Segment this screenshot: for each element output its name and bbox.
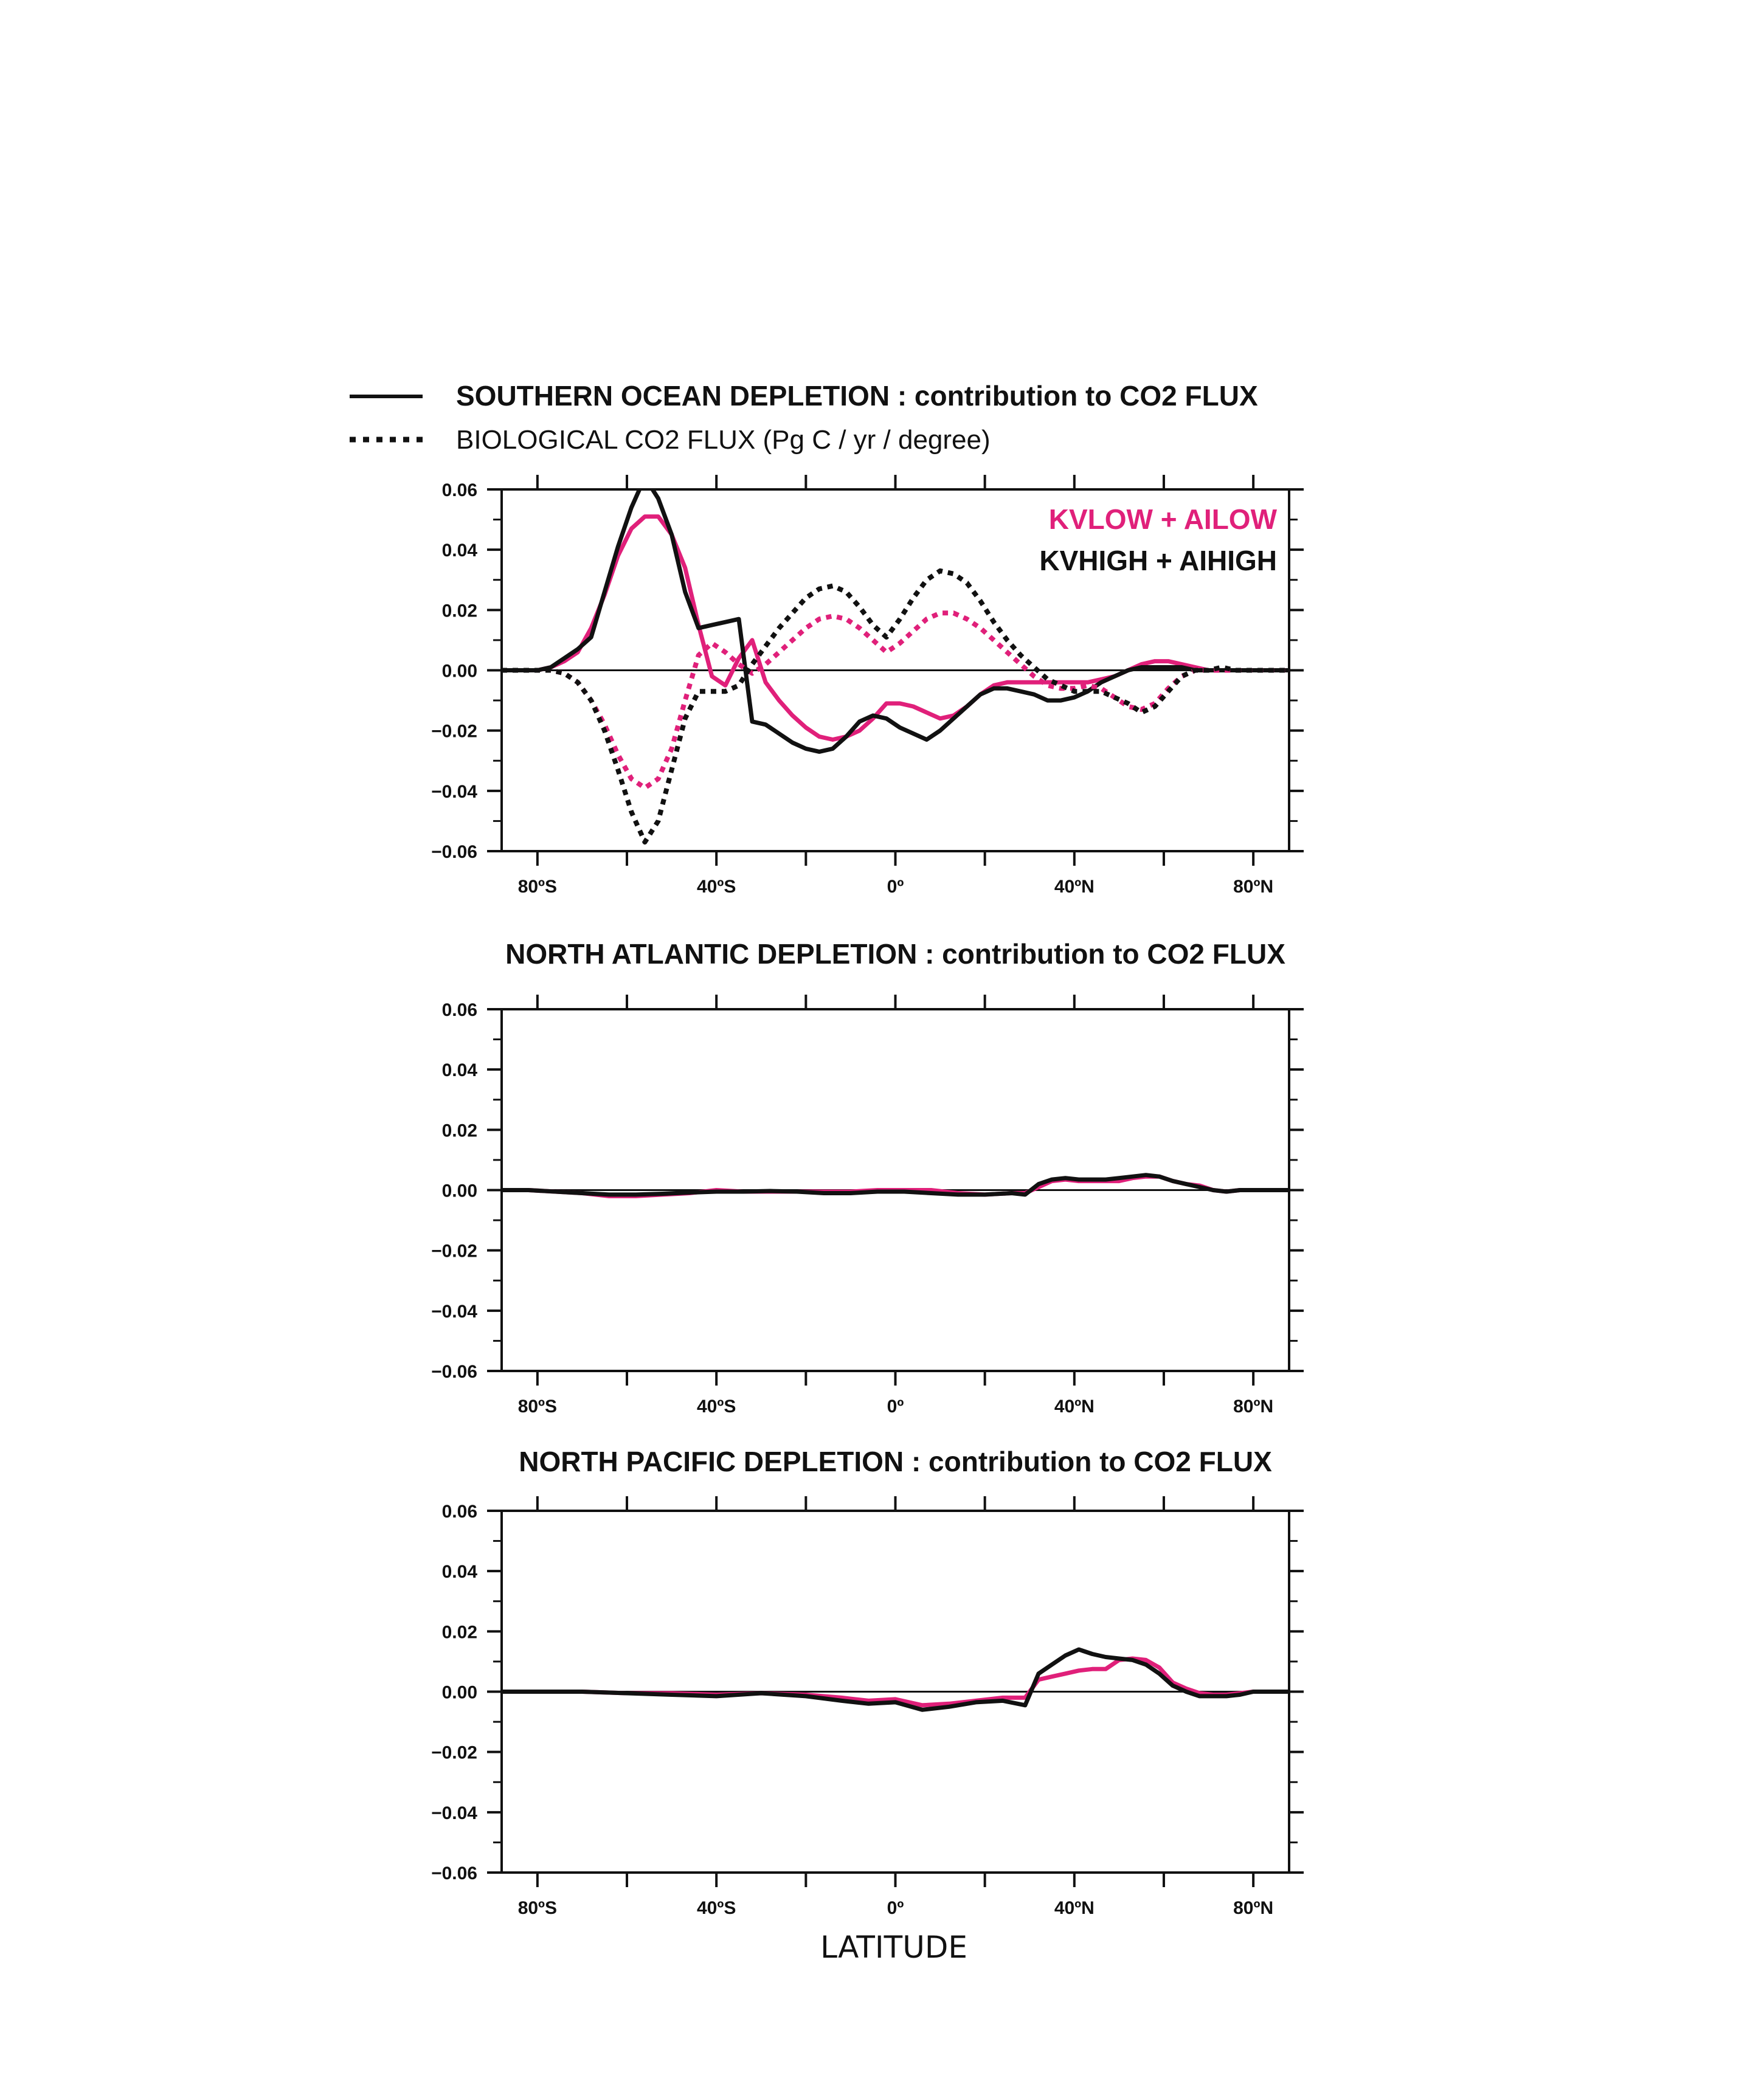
y-tick-label: −0.04 xyxy=(431,781,477,802)
y-tick-label: −0.06 xyxy=(431,1362,477,1382)
y-tick-label: 0.06 xyxy=(441,1000,477,1020)
series-kvlow-dotted xyxy=(502,613,1289,788)
legend xyxy=(350,380,1258,455)
y-tick-label: 0.02 xyxy=(441,1120,477,1141)
y-tick-label: 0.04 xyxy=(441,1060,477,1081)
x-tick-label: 40ºN xyxy=(1054,1898,1095,1918)
panel-title: NORTH ATLANTIC DEPLETION : contribution to CO2 FLUX xyxy=(505,938,1285,970)
x-tick-label: 40ºS xyxy=(697,1397,736,1417)
legend-dotted-label: BIOLOGICAL CO2 FLUX (Pg C / yr / degree) xyxy=(456,425,991,455)
y-tick-label: −0.04 xyxy=(431,1301,477,1322)
y-tick-label: −0.04 xyxy=(431,1803,477,1823)
x-tick-label: 0º xyxy=(887,877,904,897)
x-axis-label: LATITUDE xyxy=(820,1930,967,1965)
y-tick-label: −0.06 xyxy=(431,842,477,862)
run-label-kvhigh: KVHIGH + AIHIGH xyxy=(1039,545,1277,576)
y-tick-label: 0.06 xyxy=(441,1502,477,1522)
run-label-kvlow: KVLOW + AILOW xyxy=(1048,503,1277,535)
x-tick-label: 80ºS xyxy=(517,1898,558,1918)
y-tick-label: 0.00 xyxy=(441,1181,477,1201)
y-tick-label: 0.06 xyxy=(441,480,477,500)
series-kvhigh-dotted xyxy=(502,571,1289,842)
x-tick-label: 40ºN xyxy=(1054,877,1095,897)
x-tick-label: 40ºS xyxy=(697,1898,736,1918)
y-tick-label: −0.02 xyxy=(431,1742,477,1763)
x-tick-label: 40ºN xyxy=(1054,1397,1095,1417)
x-tick-label: 80ºN xyxy=(1233,1397,1274,1417)
chart-panel-2 xyxy=(431,938,1304,1417)
legend-solid-label: SOUTHERN OCEAN DEPLETION : contribution to CO2 FLUX xyxy=(456,380,1258,412)
chart-panels xyxy=(431,475,1304,1918)
panel-title: NORTH PACIFIC DEPLETION : contribution to CO2 FLUX xyxy=(519,1446,1272,1477)
y-tick-label: 0.02 xyxy=(441,601,477,621)
x-tick-label: 80ºN xyxy=(1233,1898,1274,1918)
y-tick-label: −0.02 xyxy=(431,1241,477,1262)
y-tick-label: −0.02 xyxy=(431,721,477,742)
x-tick-label: 80ºS xyxy=(517,877,558,897)
y-tick-label: 0.02 xyxy=(441,1622,477,1643)
series-kvhigh-solid xyxy=(502,1175,1289,1195)
x-tick-label: 80ºN xyxy=(1233,877,1274,897)
x-tick-label: 80ºS xyxy=(517,1397,558,1417)
y-tick-label: 0.04 xyxy=(441,540,477,561)
x-tick-label: 0º xyxy=(887,1397,904,1417)
y-tick-label: 0.00 xyxy=(441,661,477,682)
y-tick-label: 0.00 xyxy=(441,1682,477,1703)
x-tick-label: 0º xyxy=(887,1898,904,1918)
chart-panel-1 xyxy=(431,475,1304,897)
chart-panel-3 xyxy=(431,1446,1304,1918)
y-tick-label: 0.04 xyxy=(441,1562,477,1583)
y-tick-label: −0.06 xyxy=(431,1863,477,1883)
x-tick-label: 40ºS xyxy=(697,877,736,897)
